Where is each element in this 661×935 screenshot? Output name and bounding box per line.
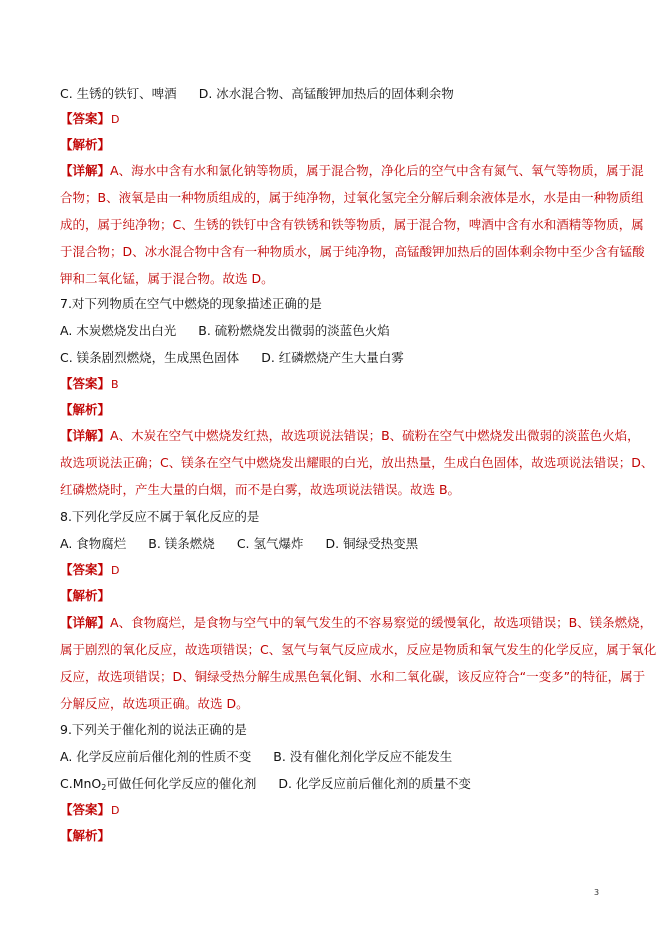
q8-stem: 8.下列化学反应不属于氧化反应的是 bbox=[60, 509, 260, 524]
q8-option-a: A. 食物腐烂 bbox=[60, 536, 127, 551]
q9-option-a: A. 化学反应前后催化剂的性质不变 bbox=[60, 749, 252, 764]
q6-detail-line: 于混合物；D、冰水混合物中含有一种物质水，属于纯净物，高锰酸钾加热后的固体剩余物中至少含有锰酸 bbox=[60, 244, 645, 259]
q9-option-c: C.MnO$_2$可做任何化学反应的催化剂 bbox=[60, 776, 257, 792]
q8-option-b: B. 镁条燃烧 bbox=[148, 536, 215, 551]
q8-option-d: D. 铜绿受热变黑 bbox=[325, 536, 419, 551]
q6-option-d: D. 冰水混合物、高锰酸钾加热后的固体剩余物 bbox=[198, 86, 454, 101]
q8-detail-line: 属于剧烈的氧化反应，故选项错误；C、氢气与氧气反应成水，反应是物质和氧气发生的化学反应，属于氧化 bbox=[60, 642, 657, 657]
q8-option-c: C. 氢气爆炸 bbox=[236, 536, 304, 551]
q9-option-b: B. 没有催化剂化学反应不能发生 bbox=[273, 749, 453, 764]
q7-option-a: A. 木炭燃烧发出白光 bbox=[60, 323, 177, 338]
q9-options-cd bbox=[60, 776, 620, 796]
q9-analysis-heading: 【解析】 bbox=[60, 828, 111, 843]
q7-detail-line: 红磷燃烧时，产生大量的白烟，而不是白雾，故选项说法错误。故选 B。 bbox=[60, 482, 461, 497]
detail-tag: 【详解】 bbox=[60, 163, 111, 178]
q8-analysis-heading: 【解析】 bbox=[60, 588, 111, 603]
page-number: 3 bbox=[594, 888, 600, 897]
answer-tag: 【答案】 bbox=[60, 111, 111, 126]
answer-value: D bbox=[111, 804, 120, 817]
q6-detail-line: 合物；B、液氧是由一种物质组成的，属于纯净物，过氧化氢完全分解后剩余液体是水，水是由一种物质组 bbox=[60, 190, 644, 205]
answer-value: B bbox=[111, 378, 119, 391]
q9-option-d: D. 化学反应前后催化剂的质量不变 bbox=[278, 776, 471, 791]
q7-option-c: C. 镁条剧烈燃烧，生成黑色固体 bbox=[60, 350, 240, 365]
q9-answer: 【答案】D bbox=[60, 802, 120, 817]
q7-options-cd bbox=[60, 350, 620, 366]
q6-answer bbox=[60, 111, 620, 128]
q7-detail-line: 故选项说法正确；C、镁条在空气中燃烧发出耀眼的白光，放出热量，生成白色固体，故选项说法错误；D、 bbox=[60, 455, 654, 470]
answer-value: D bbox=[111, 564, 120, 577]
q7-option-d: D. 红磷燃烧产生大量白雾 bbox=[261, 350, 404, 365]
q9-options-ab bbox=[60, 749, 620, 765]
q6-detail-line: 成的，属于纯净物；C、生锈的铁钉中含有铁锈和铁等物质，属于混合物，啤酒中含有水和酒精等物质，属 bbox=[60, 217, 644, 232]
q8-detail-line: 反应，故选项错误；D、铜绿受热分解生成黑色氧化铜、水和二氧化碳，该反应符合“一变多”的特征，属于 bbox=[60, 669, 646, 684]
q9-stem: 9.下列关于催化剂的说法正确的是 bbox=[60, 722, 247, 737]
q6-option-c: C. 生锈的铁钉、啤酒 bbox=[60, 86, 177, 101]
q6-analysis-heading: 【解析】 bbox=[60, 137, 111, 152]
answer-value: D bbox=[111, 113, 120, 126]
q6-detail-line: 【详解】A、海水中含有水和氯化钠等物质，属于混合物，净化后的空气中含有氮气、氧气等物质，属于混 bbox=[60, 163, 644, 178]
q8-detail-line: 分解反应，故选项正确。故选 D。 bbox=[60, 696, 249, 711]
q7-answer: 【答案】B bbox=[60, 376, 119, 391]
q8-answer: 【答案】D bbox=[60, 562, 120, 577]
q7-detail-line: 【详解】A、木炭在空气中燃烧发红热，故选项说法错误；B、硫粉在空气中燃烧发出微弱的淡蓝色火焰， bbox=[60, 428, 640, 443]
q7-options-ab bbox=[60, 323, 620, 339]
q7-stem: 7.对下列物质在空气中燃烧的现象描述正确的是 bbox=[60, 296, 322, 311]
q7-analysis-heading: 【解析】 bbox=[60, 402, 111, 417]
q7-option-b: B. 硫粉燃烧发出微弱的淡蓝色火焰 bbox=[198, 323, 390, 338]
q6-options-cd bbox=[60, 86, 620, 102]
q8-options bbox=[60, 536, 620, 552]
q6-detail-line: 钾和二氧化锰，属于混合物。故选 D。 bbox=[60, 271, 274, 286]
q8-detail-line: 【详解】A、食物腐烂，是食物与空气中的氧气发生的不容易察觉的缓慢氧化，故选项错误；B、镁条燃烧， bbox=[60, 615, 653, 630]
